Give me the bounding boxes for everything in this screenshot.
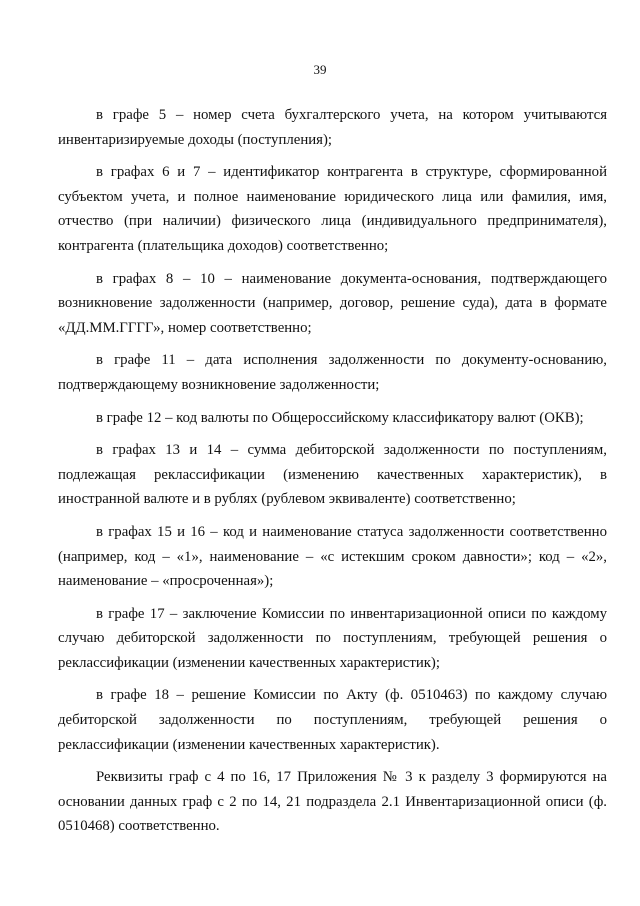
paragraph-rekvizity: Реквизиты граф с 4 по 16, 17 Приложения № 3 к разделу 3 формируются на основании данных граф с 2 по 14, 21 подраздела 2.1 Инвентаризационной описи (ф. 0510468) соответственно. — [58, 769, 607, 835]
paragraph-grafy-6-7: в графах 6 и 7 – идентификатор контрагента в структуре, сформированной субъектом учета, и полное наименование юридического лица или фамилия, имя, отчество (при наличии) физического лица (индивидуального предпринимателя), контрагента (плательщика доходов) соответственно; — [58, 164, 607, 254]
paragraph-grafa-17: в графе 17 – заключение Комиссии по инвентаризационной описи по каждому случаю дебиторской задолженности по поступлениям, требующей решения о реклассификации (изменении качественных характеристик); — [58, 605, 607, 671]
paragraph-grafy-8-10: в графах 8 – 10 – наименование документа-основания, подтверждающего возникновение задолженности (например, договор, решение суда), дата в формате «ДД.ММ.ГГГГ», номер соответственно; — [58, 270, 607, 336]
paragraph-grafa-12: в графе 12 – код валюты по Общероссийскому классификатору валют (ОКВ); — [96, 409, 584, 426]
paragraph-grafa-18: в графе 18 – решение Комиссии по Акту (ф. 0510463) по каждому случаю дебиторской задолженности по поступлениям, требующей решения о реклассификации (изменении качественных характеристик). — [58, 687, 607, 753]
paragraph-grafa-5: в графе 5 – номер счета бухгалтерского учета, на котором учитываются инвентаризируемые доходы (поступления); — [58, 107, 607, 148]
paragraph-grafy-13-14: в графах 13 и 14 – сумма дебиторской задолженности по поступлениям, подлежащая реклассификации (изменению качественных характеристик), в иностранной валюте и в рублях (рублевом эквиваленте) соответственно; — [58, 442, 607, 508]
document-body — [58, 103, 607, 839]
paragraph-grafy-15-16: в графах 15 и 16 – код и наименование статуса задолженности соответственно (например, код – «1», наименование – «с истекшим сроком давности»; код – «2», наименование – «просроченная»); — [58, 523, 607, 590]
page-number: 39 — [313, 62, 327, 77]
paragraph-grafa-11: в графе 11 – дата исполнения задолженности по документу-основанию, подтверждающему возникновение задолженности; — [58, 352, 607, 393]
